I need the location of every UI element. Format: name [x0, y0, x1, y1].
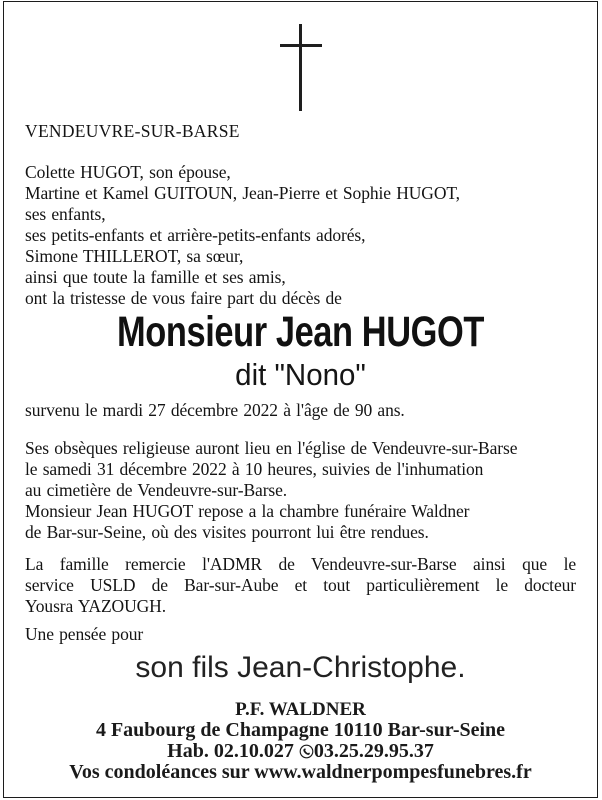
death-notice-card: [3, 1, 598, 798]
family-line: Simone THILLEROT, sa sœur,: [25, 246, 244, 266]
funeral-line: au cimetière de Vendeuvre-sur-Barse.: [25, 480, 288, 500]
family-paragraph: [25, 162, 576, 309]
thanks-line: service USLD de Bar-sur-Aube et tout particulièrement le docteur: [25, 575, 576, 595]
funeral-home-block: [25, 699, 576, 783]
funeral-line: le samedi 31 décembre 2022 à 10 heures, suivies de l'inhumation: [25, 459, 484, 479]
cross-icon: [25, 24, 576, 111]
condolences-line: Vos condoléances sur www.waldnerpompesfunebres.fr: [69, 761, 532, 783]
tribute-line: son fils Jean-Christophe.: [135, 651, 466, 684]
family-line: ses petits-enfants et arrière-petits-enfants adorés,: [25, 225, 366, 245]
place-name: VENDEUVRE-SUR-BARSE: [25, 121, 240, 141]
family-line: Martine et Kamel GUITOUN, Jean-Pierre et Sophie HUGOT,: [25, 183, 460, 203]
license-label: Hab. 02.10.027: [167, 740, 294, 762]
family-line: ses enfants,: [25, 204, 106, 224]
thanks-paragraph: [25, 554, 576, 617]
thanks-line: La famille remercie l'ADMR de Vendeuvre-sur-Barse ainsi que le: [25, 554, 576, 574]
funeral-paragraph: [25, 438, 576, 543]
family-line: ont la tristesse de vous faire part du décès de: [25, 288, 342, 308]
funeral-line: de Bar-sur-Seine, où des visites pourront lui être rendues.: [25, 522, 429, 542]
phone-number: 03.25.29.95.37: [313, 740, 434, 762]
funeral-home-address: 4 Faubourg de Champagne 10110 Bar-sur-Seine: [95, 719, 506, 741]
thanks-line: Yousra YAZOUGH.: [25, 596, 166, 616]
family-line: Colette HUGOT, son épouse,: [25, 162, 231, 182]
death-date-line: survenu le mardi 27 décembre 2022 à l'âge de 90 ans.: [25, 400, 405, 420]
deceased-nickname: dit "Nono": [235, 357, 366, 392]
funeral-home-name: P.F. WALDNER: [235, 699, 366, 720]
funeral-home-phone-line: [25, 741, 576, 762]
funeral-line: Ses obsèques religieuse auront lieu en l'église de Vendeuvre-sur-Barse: [25, 438, 518, 458]
funeral-line: Monsieur Jean HUGOT repose a la chambre funéraire Waldner: [25, 501, 470, 521]
tribute-intro: Une pensée pour: [25, 624, 144, 644]
family-line: ainsi que toute la famille et ses amis,: [25, 267, 286, 287]
phone-icon: [299, 743, 314, 758]
deceased-name: Monsieur Jean HUGOT: [116, 308, 485, 356]
